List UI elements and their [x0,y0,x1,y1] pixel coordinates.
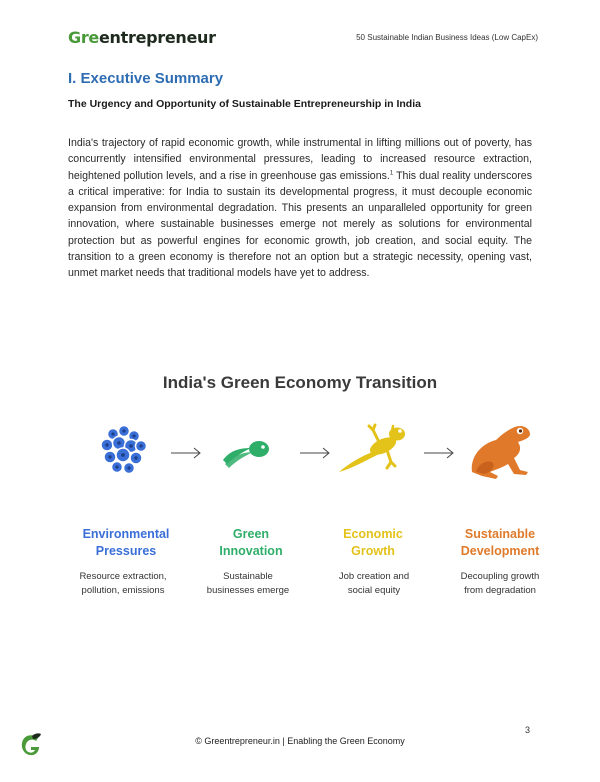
stage-desc-line2: from degradation [464,585,536,596]
stage-desc-line2: social equity [347,585,401,596]
egg-cluster-icon [93,420,153,480]
logo-part-green: Gre [68,28,99,47]
frog-icon [462,414,538,484]
stage-label-line1: Environmental [82,527,170,541]
stage-desc-line2: pollution, emissions [81,585,165,596]
paragraph-part2: This dual reality underscores a critical imperative: for India to sustain its developmental progress, it must decouple economic expansion from environmental degradation. This presents an unparalleled opportunity for green innovation, where sustainable businesses emerge not merely as solutions for environmental protection but as powerful engines for economic growth, job creation, and social equity. The transition to a green economy is therefore not an option but a strategic necessity, opening vast, unmet market needs that traditional models have yet to address. [68,169,532,280]
diagram-title: India's Green Economy Transition [162,373,438,392]
tadpole-icon [215,420,275,480]
stage-label-line2: Growth [351,544,395,558]
stage-label-line1: Economic [343,527,403,541]
stage-green-innovation [185,420,305,480]
document-title: 50 Sustainable Indian Business Ideas (Low CapEx) [356,33,538,42]
section-subtitle: The Urgency and Opportunity of Sustainable Entrepreneurship in India [68,98,421,110]
footer-text: © Greentrepreneur.in | Enabling the Green Economy [195,736,405,746]
stage-desc-economic-growth [314,570,434,598]
stage-label-economic-growth [313,526,433,560]
stage-desc-green-innovation [188,570,308,598]
stage-desc-line1: Decoupling growth [460,571,540,582]
stage-desc-sustainable-development [440,570,560,598]
stage-desc-line1: Sustainable [223,571,273,582]
stage-label-line2: Innovation [219,544,283,558]
stage-label-sustainable-development [440,526,560,560]
section-title: I. Executive Summary [68,70,224,87]
stage-label-line2: Pressures [95,544,157,558]
logo-part-dark: entrepreneur [98,28,216,47]
stage-label-environmental-pressures [66,526,186,560]
stage-desc-environmental-pressures [63,570,183,598]
stage-desc-line1: Job creation and [338,571,410,582]
page-header [68,28,538,50]
stage-desc-line1: Resource extraction, [79,571,167,582]
stage-economic-growth [313,420,433,482]
stage-sustainable-development [440,420,560,484]
stage-desc-line2: businesses emerge [206,585,290,596]
stage-environmental-pressures [63,420,183,480]
brand-logo [68,28,216,47]
stage-label-green-innovation [191,526,311,560]
footnote-reference[interactable]: 1 [389,170,394,177]
froglet-icon [333,416,413,482]
body-paragraph [68,135,532,282]
stage-label-line1: Sustainable [464,527,536,541]
stage-label-line2: Development [460,544,540,558]
stage-label-line1: Green [232,527,270,541]
paragraph-part1: India's trajectory of rapid economic growth, while instrumental in lifting millions out of poverty, has concurrently intensified environmental pressures, leading to increased resource extraction, heightened pollution levels, and a rise in greenhouse gas emissions. [68,137,532,182]
page-number: 3 [525,725,531,735]
